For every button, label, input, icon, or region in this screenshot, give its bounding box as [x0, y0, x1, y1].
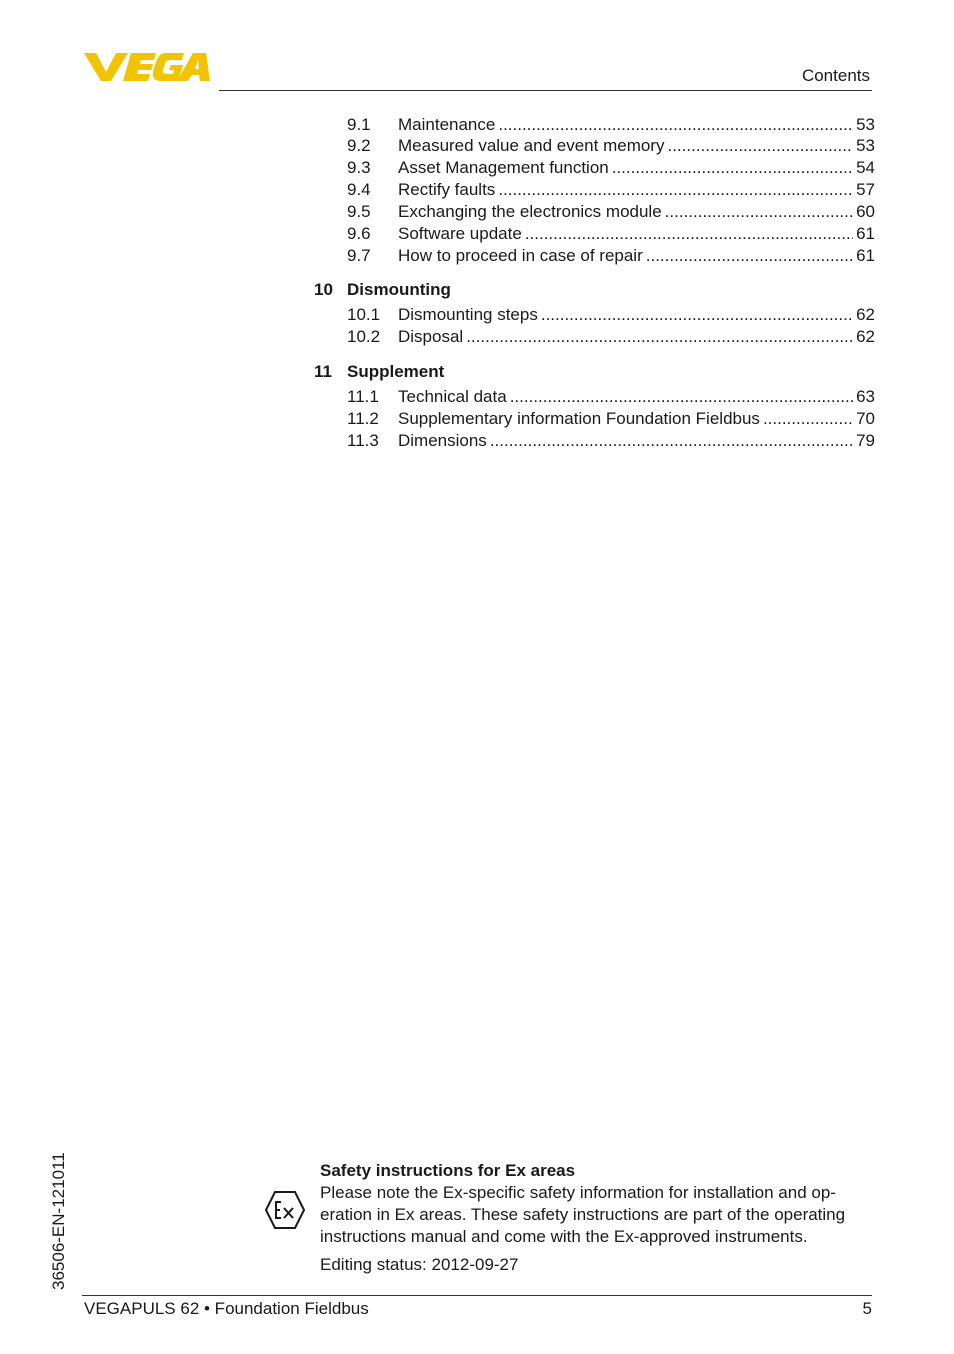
toc-entry-11-2[interactable] [347, 408, 875, 430]
toc-entry-title: Software update [398, 224, 522, 243]
toc-dot-leader [541, 304, 853, 326]
toc-entry-title: Maintenance [398, 115, 496, 134]
toc-dot-leader [763, 408, 853, 430]
toc-entry-10-2[interactable] [347, 326, 875, 348]
toc-entry-title: How to proceed in case of repair [398, 246, 643, 265]
toc-dot-leader [646, 245, 853, 267]
safety-text-line: instructions manual and come with the Ex-approved instruments. [320, 1227, 808, 1246]
toc-entry-9-5[interactable] [347, 201, 875, 223]
toc-entry-page: 62 [856, 327, 875, 346]
toc-entry-number: 10.1 [347, 305, 381, 324]
editing-status: Editing status: 2012-09-27 [320, 1255, 519, 1274]
toc-section-10[interactable] [314, 279, 451, 301]
toc-entry-number: 9.4 [347, 180, 371, 199]
toc-dot-leader [667, 135, 853, 157]
toc-entry-page: 60 [856, 202, 875, 221]
toc-dot-leader [612, 157, 853, 179]
toc-entry-9-2[interactable] [347, 135, 875, 157]
toc-entry-number: 11.1 [347, 387, 379, 406]
header-rule [219, 90, 872, 91]
document-code: 36506-EN-121011 [49, 1152, 68, 1290]
toc-section-number: 11 [314, 362, 332, 381]
toc-entry-9-6[interactable] [347, 223, 875, 245]
toc-entry-9-4[interactable] [347, 179, 875, 201]
toc-entry-title: Supplementary information Foundation Fieldbus [398, 409, 760, 428]
safety-title: Safety instructions for Ex areas [320, 1161, 576, 1180]
vega-logo [82, 50, 212, 84]
toc-dot-leader [525, 223, 853, 245]
toc-entry-title: Disposal [398, 327, 464, 346]
toc-section-title: Supplement [347, 362, 445, 381]
toc-entry-page: 62 [856, 305, 875, 324]
toc-entry-10-1[interactable] [347, 304, 875, 326]
toc-entry-number: 9.6 [347, 224, 371, 243]
toc-section-title: Dismounting [347, 280, 451, 299]
toc-dot-leader [498, 114, 853, 136]
toc-entry-number: 11.2 [347, 409, 379, 428]
toc-entry-number: 9.5 [347, 202, 371, 221]
toc-dot-leader [490, 430, 853, 452]
toc-entry-page: 61 [856, 246, 875, 265]
toc-entry-page: 63 [856, 387, 875, 406]
toc-entry-title: Technical data [398, 387, 507, 406]
toc-dot-leader [510, 386, 853, 408]
toc-entry-page: 57 [856, 180, 875, 199]
toc-entry-title: Measured value and event memory [398, 136, 665, 155]
toc-entry-page: 61 [856, 224, 875, 243]
toc-dot-leader [498, 179, 853, 201]
toc-entry-page: 70 [856, 409, 875, 428]
toc-entry-page: 54 [856, 158, 875, 177]
toc-entry-9-3[interactable] [347, 157, 875, 179]
safety-instructions [320, 1160, 876, 1276]
toc-entry-9-1[interactable] [347, 114, 875, 136]
footer-rule [82, 1295, 872, 1296]
toc-entry-page: 79 [856, 431, 875, 450]
safety-text-line: eration in Ex areas. These safety instructions are part of the operating [320, 1205, 846, 1224]
header-section-label: Contents [801, 66, 870, 85]
toc-entry-11-1[interactable] [347, 386, 875, 408]
toc-dot-leader [665, 201, 853, 223]
toc-entry-number: 9.1 [347, 115, 371, 134]
toc-entry-11-3[interactable] [347, 430, 875, 452]
safety-text-line: Please note the Ex-specific safety information for installation and op- [320, 1183, 836, 1202]
toc-entry-number: 9.2 [347, 136, 371, 155]
toc-entry-number: 10.2 [347, 327, 381, 346]
toc-entry-title: Dimensions [398, 431, 487, 450]
toc-entry-title: Dismounting steps [398, 305, 538, 324]
toc-entry-number: 9.3 [347, 158, 371, 177]
toc-entry-title: Exchanging the electronics module [398, 202, 662, 221]
page-number: 5 [862, 1299, 872, 1318]
toc-entry-9-7[interactable] [347, 245, 875, 267]
ex-hexagon-icon [264, 1190, 306, 1230]
toc-entry-page: 53 [856, 115, 875, 134]
footer-product: VEGAPULS 62 • Foundation Fieldbus [84, 1299, 369, 1318]
toc-section-number: 10 [314, 280, 333, 299]
toc-dot-leader [466, 326, 853, 348]
toc-section-11[interactable] [314, 361, 444, 383]
toc-entry-title: Rectify faults [398, 180, 496, 199]
toc-entry-number: 11.3 [347, 431, 379, 450]
toc-entry-page: 53 [856, 136, 875, 155]
toc-entry-number: 9.7 [347, 246, 371, 265]
toc-entry-title: Asset Management function [398, 158, 609, 177]
